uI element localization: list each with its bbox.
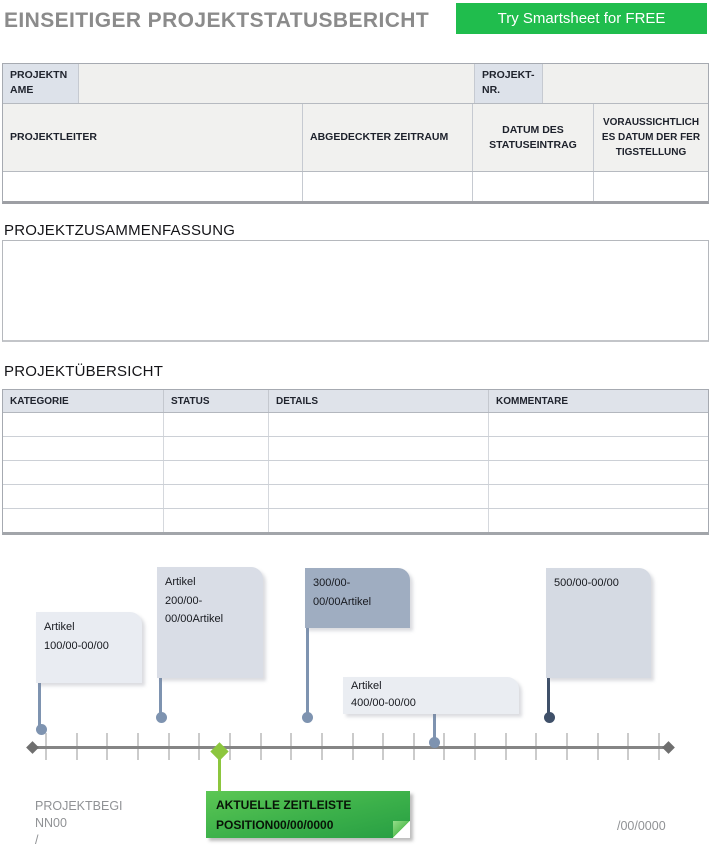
page-title: EINSEITIGER PROJEKTSTATUSBERICHT [4, 9, 430, 32]
info-value-row [3, 172, 708, 201]
table-row[interactable] [3, 437, 708, 461]
milestone-stem [159, 678, 162, 714]
current-position-note: AKTUELLE ZEITLEISTE POSITION00/00/0000 [206, 791, 410, 838]
table-row[interactable] [3, 509, 708, 532]
overview-section-title: PROJEKTÜBERSICHT [4, 363, 164, 380]
kategorie-header: KATEGORIE [3, 390, 164, 412]
statuseintrag-value-cell[interactable] [473, 172, 594, 201]
project-end-label: /00/0000 [617, 819, 666, 833]
zeitraum-header: ABGEDECKTER ZEITRAUM [303, 104, 473, 171]
projektname-value-cell[interactable] [79, 64, 475, 103]
milestone-note: 500/00-00/00 [546, 568, 651, 678]
axis-end-diamond-icon [662, 741, 675, 754]
status-header: STATUS [164, 390, 269, 412]
project-start-label: PROJEKTBEGI NN00 / [35, 799, 123, 847]
overview-table [2, 389, 709, 535]
details-header: DETAILS [269, 390, 489, 412]
projektnr-label: PROJEKT-NR. [475, 64, 543, 103]
milestone-stem [433, 714, 436, 738]
table-row[interactable] [3, 461, 708, 485]
statuseintrag-header: DATUM DES STATUSEINTRAG [473, 104, 594, 171]
milestone-note: Artikel 100/00-00/00 [36, 612, 142, 683]
milestone-stem [547, 678, 550, 714]
fertigstellung-header: VORAUSSICHTLICHES DATUM DER FERTIGSTELLUNG [594, 104, 708, 171]
timeline-axis [33, 746, 669, 749]
milestone-note: Artikel 200/00- 00/00Artikel [157, 567, 263, 678]
zeitraum-value-cell[interactable] [303, 172, 473, 201]
summary-text-box[interactable] [2, 240, 709, 342]
table-row[interactable] [3, 485, 708, 509]
projektname-label: PROJEKTNAME [3, 64, 79, 103]
milestone-dot [544, 712, 555, 723]
overview-header-row [3, 390, 708, 413]
info-row-1 [3, 64, 708, 104]
milestone-note: Artikel 400/00-00/00 [343, 677, 519, 714]
try-smartsheet-button[interactable]: Try Smartsheet for FREE [456, 3, 707, 34]
milestone-dot [156, 712, 167, 723]
kommentare-header: KOMMENTARE [496, 395, 569, 407]
milestone-note: 300/00- 00/00Artikel [305, 568, 410, 628]
milestone-dot [36, 724, 47, 735]
info-header-row [3, 104, 708, 172]
projektnr-value-cell[interactable] [543, 64, 708, 103]
axis-start-diamond-icon [26, 741, 39, 754]
table-row[interactable] [3, 413, 708, 437]
milestone-dot [429, 737, 440, 748]
milestone-dot [302, 712, 313, 723]
folded-corner-icon [393, 821, 410, 838]
milestone-stem [38, 683, 41, 726]
project-info-table [2, 63, 709, 204]
projektleiter-header: PROJEKTLEITER [3, 104, 303, 171]
milestone-stem [306, 628, 309, 714]
fertigstellung-value-cell[interactable] [594, 172, 708, 201]
summary-section-title: PROJEKTZUSAMMENFASSUNG [4, 222, 236, 239]
projektleiter-value-cell[interactable] [3, 172, 303, 201]
